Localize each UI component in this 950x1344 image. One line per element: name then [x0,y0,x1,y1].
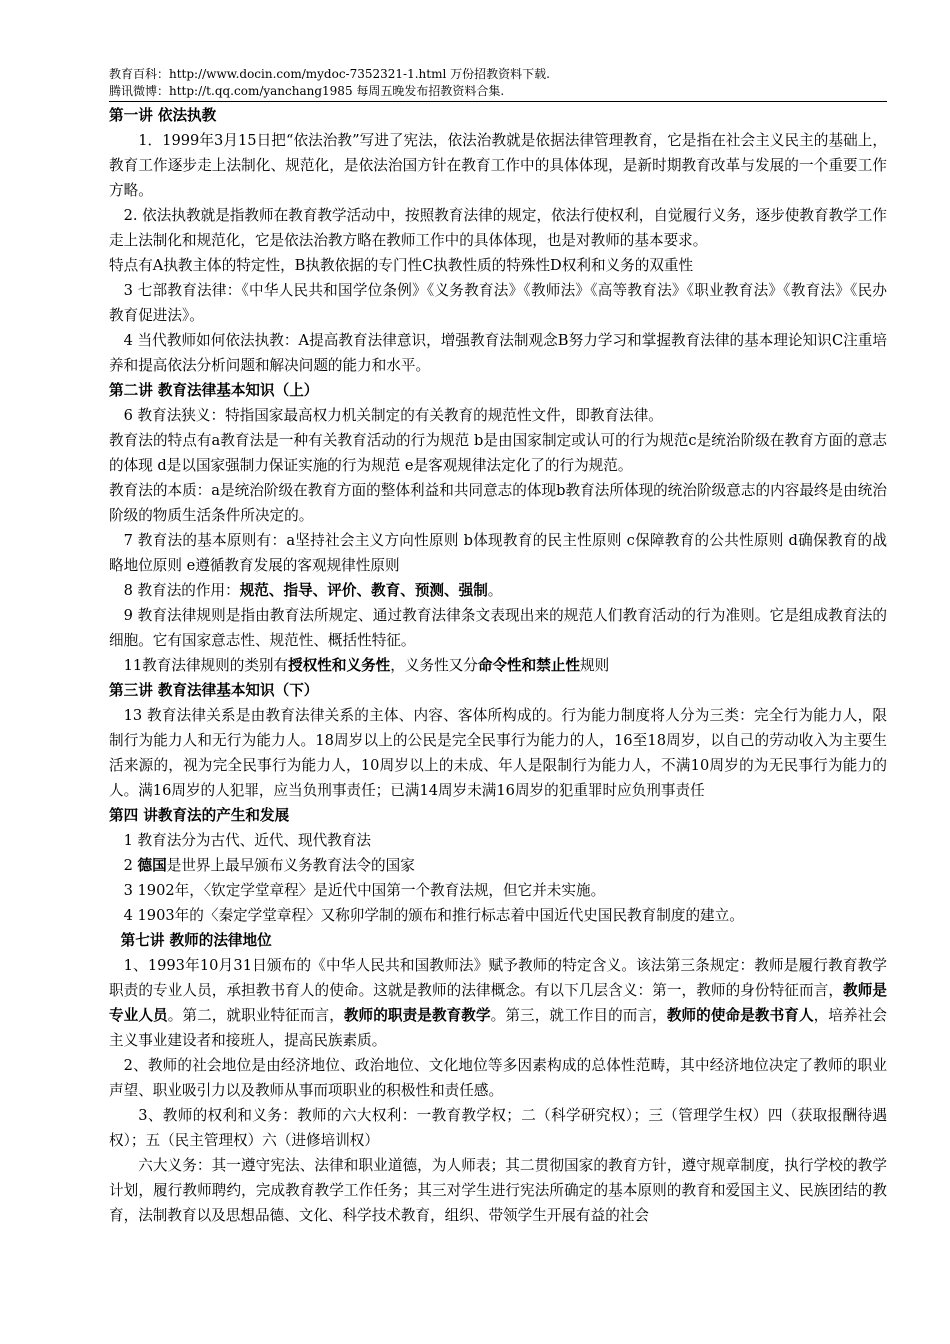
paragraph [109,953,887,1053]
section-title-3: 第三讲 教育法律基本知识（下） [109,682,319,699]
paragraph: 2、教师的社会地位是由经济地位、政治地位、文化地位等多因素构成的总体性范畴，其中经济地位决定了教师的职业声望、职业吸引力以及教师从事而项职业的积极性和责任感。 [109,1057,887,1099]
text: 。第二，就职业特征而言， [167,1007,344,1024]
bold-text: 授权性和义务性 [288,657,391,674]
bold-text: 教师的使命是教书育人 [666,1007,814,1024]
paragraph: 3 1902年，〈钦定学堂章程〉是近代中国第一个教育法规，但它并未实施。 [123,882,606,899]
header-line-docin: 教育百科：http://www.docin.com/mydoc-7352321-1.html 万份招教资料下载. [109,67,550,81]
bold-text: 命令性和禁止性 [477,657,581,674]
section-title-7: 第七讲 教师的法律地位 [120,932,272,949]
text: 1、1993年10月31日颁布的《中华人民共和国教师法》赋予教师的特定含义。该法第三条规定：教师是履行教育教学职责的专业人员，承担教书育人的使命。这就是教师的法律概念。有以下几层含义：第一，教师的身份特征而言， [109,957,887,999]
text: 。 [487,582,503,599]
text: ，义务性又分 [390,657,478,674]
bold-text: 教师的职责是教育教学 [343,1007,491,1024]
text: 规则 [580,657,610,674]
paragraph: 4 当代教师如何依法执教：A提高教育法律意识，增强教育法制观念B努力学习和掌握教育法律的基本理论知识C注重培养和提高依法分析问题和解决问题的能力和水平。 [109,332,887,374]
paragraph: 3 七部教育法律：《中华人民共和国学位条例》《义务教育法》《教师法》《高等教育法》《职业教育法》《教育法》《民办教育促进法》。 [109,282,887,324]
paragraph: 2. 依法执教就是指教师在教育教学活动中，按照教育法律的规定，依法行使权利，自觉履行义务，逐步使教育教学工作走上法制化和规范化，它是依法治教方略在教师工作中的具体体现，也是对教师的基本要求。 [109,207,887,249]
paragraph: 9 教育法律规则是指由教育法所规定、通过教育法律条文表现出来的规范人们教育活动的行为准则。它是组成教育法的细胞。它有国家意志性、规范性、概括性特征。 [109,607,887,649]
text: 2 [123,857,138,874]
text: 是世界上最早颁布义务教育法令的国家 [166,857,415,874]
paragraph: 1 教育法分为古代、近代、现代教育法 [123,832,372,849]
paragraph: 6 教育法狭义：特指国家最高权力机关制定的有关教育的规范性文件，即教育法律。 [123,407,663,424]
paragraph: 3、教师的权利和义务：教师的六大权利：一教育教学权；二（科学研究权）；三（管理学生权）四（获取报酬待遇权）；五（民主管理权）六（进修培训权） [109,1107,887,1149]
paragraph: 教育法的特点有a教育法是一种有关教育活动的行为规范 b是由国家制定或认可的行为规范c是统治阶级在教育方面的意志的体现 d是以国家强制力保证实施的行为规范 e是客观规律法定化了的行为规范。 [109,432,887,474]
section-title-1: 第一讲 依法执教 [109,107,217,124]
paragraph: 4 1903年的〈秦定学堂章程〉又称卯学制的颁布和推行标志着中国近代史国民教育制度的建立。 [123,907,744,924]
page-header [109,66,887,102]
paragraph: 六大义务：其一遵守宪法、法律和职业道德，为人师表；其二贯彻国家的教育方针，遵守规章制度，执行学校的教学计划，履行教师聘约，完成教育教学工作任务；其三对学生进行宪法所确定的基本原则的教育和爱国主义、民族团结的教育，法制教育以及思想品德、文化、科学技术教育，组织、带领学生开展有益的社会 [109,1157,887,1224]
paragraph [109,578,887,603]
bold-text: 教师是专业人员 [109,982,887,1024]
section-title-2: 第二讲 教育法律基本知识（上） [109,382,319,399]
bold-text: 规范、指导、评价、教育、预测、强制 [239,582,488,599]
section-title-4: 第四 讲教育法的产生和发展 [109,807,290,824]
paragraph [109,853,887,878]
header-line-weibo: 腾讯微博：http://t.qq.com/yanchang1985 每周五晚发布招教资料合集. [109,84,505,98]
paragraph: 7 教育法的基本原则有：a坚持社会主义方向性原则 b体现教育的民主性原则 c保障教育的公共性原则 d确保教育的战略地位原则 e遵循教育发展的客观规律性原则 [109,532,887,574]
paragraph [109,653,887,678]
paragraph: 特点有A执教主体的特定性，B执教依据的专门性C执教性质的特殊性D权利和义务的双重性 [109,257,694,274]
paragraph: 1．1999年3月15日把“依法治教”写进了宪法，依法治教就是依据法律管理教育，它是指在社会主义民主的基础上，教育工作逐步走上法制化、规范化，是依法治国方针在教育工作中的具体体现，是新时期教育改革与发展的一个重要工作方略。 [109,132,887,199]
text: 11教育法律规则的类别有 [123,657,289,674]
text: ，培养社会主义事业建设者和接班人，提高民族素质。 [109,1007,887,1049]
paragraph: 教育法的本质：a是统治阶级在教育方面的整体利益和共同意志的体现b教育法所体现的统治阶级意志的内容最终是由统治阶级的物质生活条件所决定的。 [109,482,887,524]
text: 。第三，就工作目的而言， [490,1007,667,1024]
bold-text: 德国 [137,857,167,874]
document-body [109,103,887,1228]
text: 8 教育法的作用： [123,582,240,599]
paragraph: 13 教育法律关系是由教育法律关系的主体、内容、客体所构成的。行为能力制度将人分为三类：完全行为能力人，限制行为能力人和无行为能力人。18周岁以上的公民是完全民事行为能力的人，16至18周岁，以自己的劳动收入为主要生活来源的，视为完全民事行为能力人，10周岁以上的未成、年人是限制行为能力人，不满10周岁的为无民事行为能力的人。满16周岁的人犯罪，应当负刑事责任；已满14周岁未满16周岁的犯重罪时应负刑事责任 [109,707,887,799]
